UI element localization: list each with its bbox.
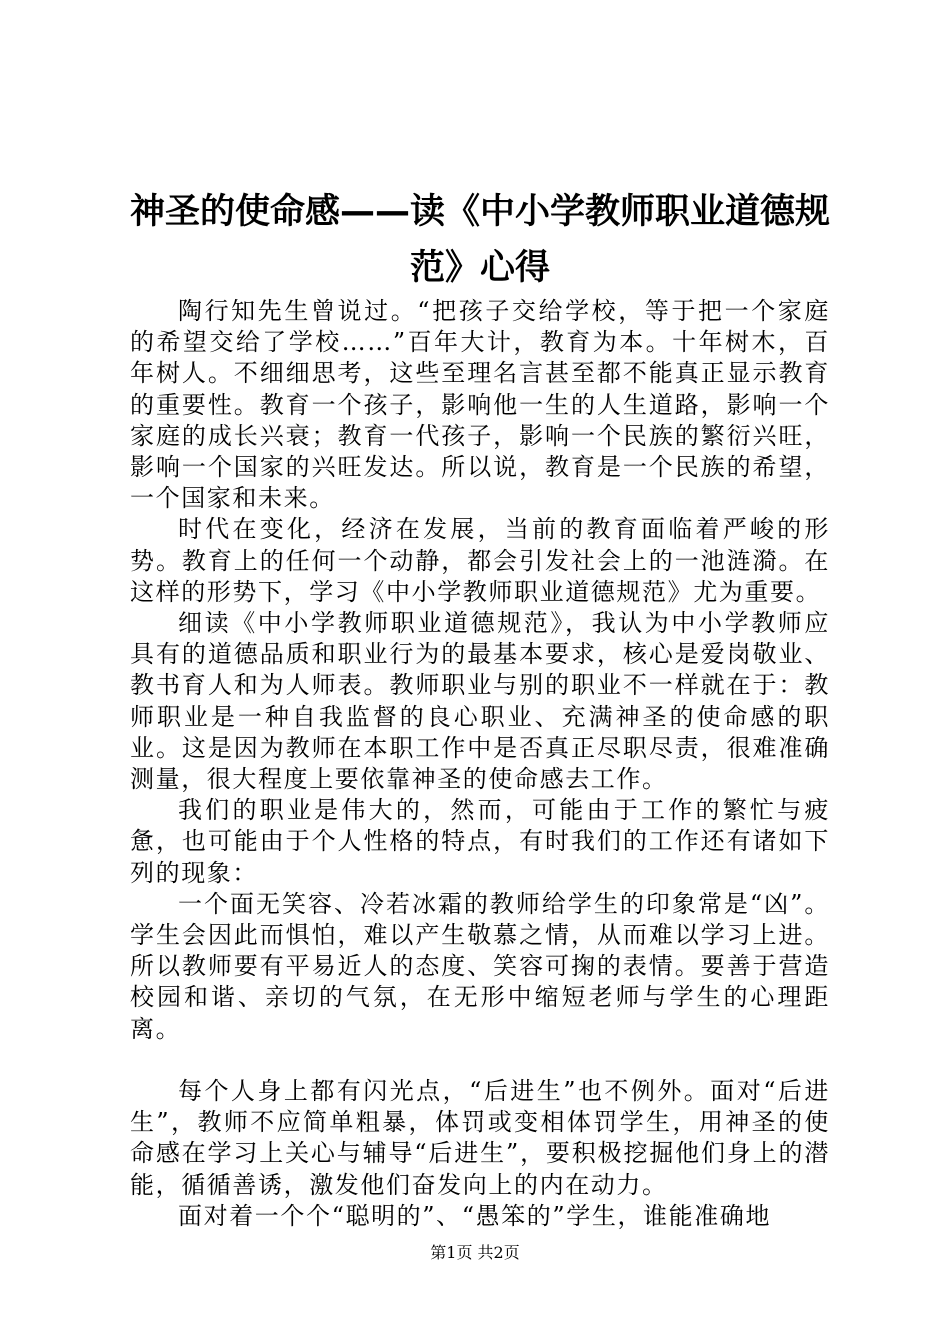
page-footer: 第1页 共2页: [430, 1243, 520, 1262]
paragraph-6: 每个人身上都有闪光点，“后进生”也不例外。面对“后进生”，教师不应简单粗暴，体罚或变相体罚学生，用神圣的使命感在学习上关心与辅导“后进生”，要积极挖掘他们身上的潜能，循循善诱，激发他们奋发向上的内在动力。: [130, 1077, 830, 1199]
paragraph-7: 面对着一个个“聪明的”、“愚笨的”学生，谁能准确地: [178, 1201, 772, 1230]
paragraph-3: 细读《中小学教师职业道德规范》，我认为中小学教师应具有的道德品质和职业行为的最基本要求，核心是爱岗敬业、教书育人和为人师表。教师职业与别的职业不一样就在于：教师职业是一种自我监督的良心职业、充满神圣的使命感的职业。这是因为教师在本职工作中是否真正尽职尽责，很难准确测量，很大程度上要依靠神圣的使命感去工作。: [130, 609, 830, 794]
paragraph-1: 陶行知先生曾说过。“把孩子交给学校，等于把一个家庭的希望交给了学校……”百年大计，教育为本。十年树木，百年树人。不细细思考，这些至理名言甚至都不能真正显示教育的重要性。教育一个孩子，影响他一生的人生道路，影响一个家庭的成长兴衰；教育一代孩子，影响一个民族的繁衍兴旺，影响一个国家的兴旺发达。所以说，教育是一个民族的希望，一个国家和未来。: [130, 297, 830, 513]
paragraph-4: 我们的职业是伟大的，然而，可能由于工作的繁忙与疲惫，也可能由于个人性格的特点，有时我们的工作还有诸如下列的现象：: [130, 796, 830, 887]
document-body: [130, 296, 830, 1232]
paragraph-2: 时代在变化，经济在发展，当前的教育面临着严峻的形势。教育上的任何一个动静，都会引发社会上的一池涟漪。在这样的形势下，学习《中小学教师职业道德规范》尤为重要。: [130, 515, 830, 606]
paragraph-5: 一个面无笑容、冷若冰霜的教师给学生的印象常是“凶”。学生会因此而惧怕，难以产生敬慕之情，从而难以学习上进。所以教师要有平易近人的态度、笑容可掬的表情。要善于营造校园和谐、亲切的气氛，在无形中缩短老师与学生的心理距离。: [130, 889, 830, 1043]
paragraph-spacer: [130, 1045, 830, 1076]
document-title: 神圣的使命感——读《中小学教师职业道德规范》心得: [129, 192, 830, 288]
